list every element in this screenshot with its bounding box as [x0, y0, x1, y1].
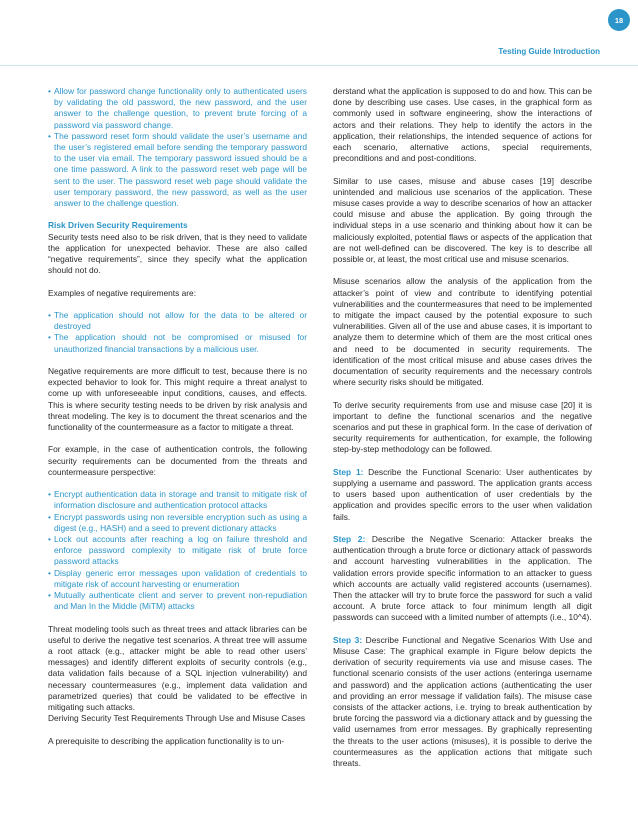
step-2-paragraph	[333, 534, 592, 624]
list-item: • Allow for password change functionality only to authenticated users by validating the old password, the new password, and the user answer to the challenge question, to prevent brute forcing of a password via password change.	[48, 86, 307, 131]
right-column	[333, 86, 592, 769]
list-item: • The application should not allow for the data to be altered or destroyed	[48, 310, 307, 332]
step-3-label: Step 3:	[333, 634, 363, 645]
step-3-paragraph	[333, 635, 592, 769]
step-1-label: Step 1:	[333, 466, 364, 477]
list-item: • Mutually authenticate client and server to prevent non-repudiation and Man In the Middle (MiTM) attacks	[48, 590, 307, 612]
list-item: • The password reset form should validate the user’s username and the user’s registered email before sending the temporary password to the user via email. The temporary password issued should be a one time password. A link to the password reset web page will be sent to the user. The password reset web page should validate the user temporary password, the new password, as well as the user answer to the challenge question.	[48, 131, 307, 209]
intro-bullet-list	[48, 86, 307, 209]
step-2-text: Describe the Negative Scenario: Attacker breaks the authentication through a brute force or dictionary attack of passwords and account harvesting vulnerabilities in the application. The validation errors provide specific information to an attacker to guess which accounts are actually valid registered accounts (usernames). Then the attacker will try to brute force the password for such a valid account. A brute force attack to four minimum length all digit passwords can succeed with a limited number of attempts (i.e., 10^4).	[333, 534, 592, 623]
step-1-text: Describe the Functional Scenario: User authenticates by supplying a username and password. The application grants access to users based upon authentication of user credentials by the application and provides specific errors to the user when validation fails.	[333, 466, 592, 522]
list-item: • Encrypt authentication data in storage and transit to mitigate risk of information disclosure and authentication protocol attacks	[48, 489, 307, 511]
header-divider	[0, 65, 638, 66]
auth-bullet-list	[48, 489, 307, 612]
step-2-label: Step 2:	[333, 534, 366, 545]
paragraph: For example, in the case of authentication controls, the following security requirements can be documented from the threats and countermeasure perspective:	[48, 444, 307, 477]
step-1-paragraph	[333, 467, 592, 523]
paragraph: Deriving Security Test Requirements Through Use and Misuse Cases	[48, 713, 306, 724]
page-number-badge: 18	[608, 9, 630, 31]
paragraph: A prerequisite to describing the application functionality is to un-	[48, 735, 285, 746]
header-title: Testing Guide Introduction	[498, 47, 600, 56]
paragraph: Examples of negative requirements are:	[48, 287, 197, 298]
paragraph: Threat modeling tools such as threat trees and attack libraries can be useful to derive the negative test scenarios. A threat tree will assume a root attack (e.g., attacker might be able to read other users’ messages) and identify different exploits of security controls (e.g., data validation fails because of a SQL injection vulnerability) and necessary countermeasures (e.g., implement data validation and parametrized queries) that could be validated to be effective in mitigating such attacks.	[48, 623, 307, 713]
left-column	[48, 86, 307, 747]
list-item: • Lock out accounts after reaching a log on failure threshold and enforce password complexity to mitigate risk of brute force password attacks	[48, 534, 307, 568]
paragraph: derstand what the application is supposed to do and how. This can be done by describing use cases. Use cases, in the graphical form as commonly used in software engineering, show the interactions of actors and their relations. They help to identify the actors in the application, their relationships, the intended sequence of actions for each scenario, alternative actions, special requirements, preconditions and and post-conditions.	[333, 86, 592, 164]
paragraph: Similar to use cases, misuse and abuse cases [19] describe unintended and malicious use scenarios of the application. These misuse cases provide a way to describe scenarios of how an attacker could misuse and abuse the application. By going through the individual steps in a use scenario and thinking about how it can be maliciously exploited, potential flaws or aspects of the application that are not well-defined can be discovered. The key is to describe all possible or, at least, the most critical use and misuse scenarios.	[333, 175, 592, 265]
paragraph: Misuse scenarios allow the analysis of the application from the attacker’s point of view and contribute to identifying potential vulnerabilities and the countermeasures that need to be implemented to mitigate the impact caused by the potential exposure to such vulnerabilities. Given all of the use and abuse cases, it is important to analyze them to determine which of them are the most critical ones and need to be documented in security requirements. The identification of the most critical misuse and abuse cases drives the documentation of security requirements and the necessary controls where security risks should be mitigated.	[333, 276, 592, 388]
paragraph: Security tests need also to be risk driven, that is they need to validate the application for unexpected behavior. These are also called “negative requirements”, since they specify what the application should not do.	[48, 231, 307, 276]
section-heading: Risk Driven Security Requirements	[48, 220, 188, 231]
paragraph: To derive security requirements from use and misuse case [20] it is important to define the functional scenarios and the negative scenarios and put these in graphical form. In the case of derivation of security requirements for authentication, for example, the following step-by-step methodology can be followed.	[333, 399, 592, 455]
list-item: • Encrypt passwords using non reversible encryption such as using a digest (e.g., HASH) and a seed to prevent dictionary attacks	[48, 512, 307, 534]
step-3-text: Describe Functional and Negative Scenarios With Use and Misuse Case: The graphical example in Figure below depicts the derivation of security requirements via use and misuse cases. The functional scenario consists of the user actions (enteringa username and password) and the application actions (authenticating the user and providing an error message if validation fails). The misuse case consists of the attacker actions, i.e. trying to break authentication by brute forcing the password via a dictionary attack and by guessing the valid usernames from error messages. By graphically representing the threats to the user actions (misuses), it is possible to derive the countermeasures as the application actions that mitigate such threats.	[333, 634, 592, 769]
list-item: • The application should not be compromised or misused for unauthorized financial transactions by a malicious user.	[48, 332, 307, 354]
paragraph: Negative requirements are more difficult to test, because there is no expected behavior to look for. This might require a threat analyst to come up with unforeseeable input conditions, causes, and effects. This is where security testing needs to be driven by risk analysis and threat modeling. The key is to document the threat scenarios and the functionality of the countermeasure as a factor to mitigate a threat.	[48, 366, 307, 433]
list-item: • Display generic error messages upon validation of credentials to mitigate risk of account harvesting or enumeration	[48, 568, 307, 590]
negative-bullet-list	[48, 310, 307, 355]
